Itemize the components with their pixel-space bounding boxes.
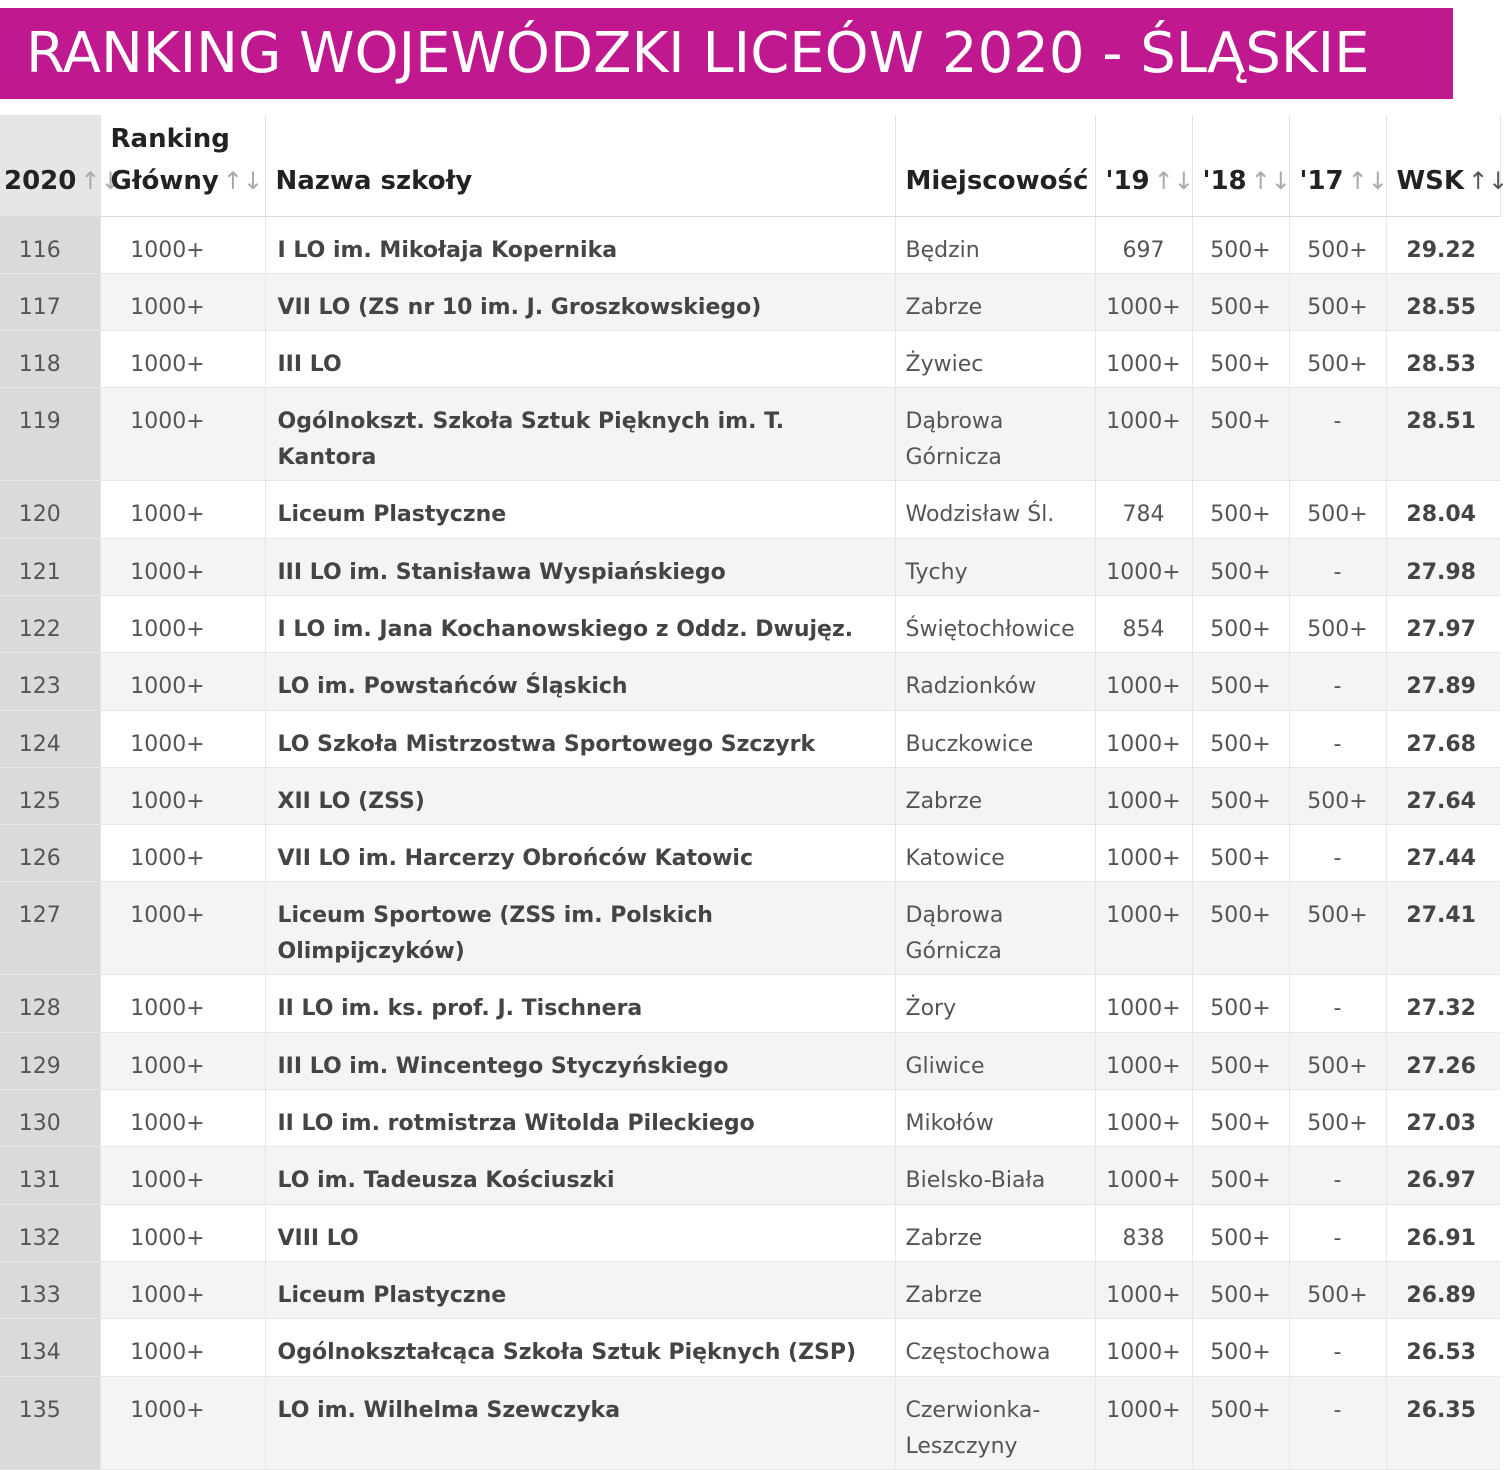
header-year-19[interactable] [1095, 115, 1192, 216]
rank-cell: 124 [0, 710, 100, 767]
table-row [0, 1204, 1500, 1261]
year-17-cell: - [1289, 388, 1386, 481]
rank-cell: 120 [0, 481, 100, 538]
main-rank-cell: 1000+ [100, 767, 265, 824]
year-17-cell: - [1289, 538, 1386, 595]
year-19-cell: 1000+ [1095, 825, 1192, 882]
year-19-cell: 1000+ [1095, 1147, 1192, 1204]
year-18-cell: 500+ [1192, 1261, 1289, 1318]
main-rank-cell: 1000+ [100, 882, 265, 975]
year-18-cell: 500+ [1192, 595, 1289, 652]
table-row [0, 331, 1500, 388]
year-17-cell: 500+ [1289, 1261, 1386, 1318]
header-label: Miejscowość [905, 165, 1089, 196]
year-17-cell: 500+ [1289, 1032, 1386, 1089]
header-school-name [265, 115, 895, 216]
year-19-cell: 1000+ [1095, 1090, 1192, 1147]
wsk-cell: 26.35 [1386, 1376, 1500, 1469]
wsk-cell: 28.04 [1386, 481, 1500, 538]
sort-icon[interactable]: ↑↓ [222, 166, 264, 195]
main-rank-cell: 1000+ [100, 1376, 265, 1469]
rank-cell: 132 [0, 1204, 100, 1261]
school-name-cell: LO im. Wilhelma Szewczyka [265, 1376, 895, 1469]
rank-cell: 122 [0, 595, 100, 652]
year-19-cell: 1000+ [1095, 1032, 1192, 1089]
table-row [0, 595, 1500, 652]
rank-cell: 121 [0, 538, 100, 595]
table-row [0, 975, 1500, 1032]
year-18-cell: 500+ [1192, 1147, 1289, 1204]
city-cell: Radzionków [895, 653, 1095, 710]
city-cell: Wodzisław Śl. [895, 481, 1095, 538]
header-city [895, 115, 1095, 216]
city-cell: Katowice [895, 825, 1095, 882]
main-rank-cell: 1000+ [100, 216, 265, 273]
header-label: Główny [110, 165, 219, 196]
rank-cell: 135 [0, 1376, 100, 1469]
main-rank-cell: 1000+ [100, 1147, 265, 1204]
year-18-cell: 500+ [1192, 882, 1289, 975]
main-rank-cell: 1000+ [100, 538, 265, 595]
year-18-cell: 500+ [1192, 1090, 1289, 1147]
wsk-cell: 27.97 [1386, 595, 1500, 652]
city-cell: Zabrze [895, 1261, 1095, 1318]
main-rank-cell: 1000+ [100, 481, 265, 538]
year-17-cell: - [1289, 975, 1386, 1032]
city-cell: Zabrze [895, 1204, 1095, 1261]
table-row [0, 825, 1500, 882]
table-row [0, 1376, 1500, 1469]
city-cell: Zabrze [895, 273, 1095, 330]
city-cell: Żywiec [895, 331, 1095, 388]
wsk-cell: 27.03 [1386, 1090, 1500, 1147]
year-19-cell: 784 [1095, 481, 1192, 538]
year-19-cell: 1000+ [1095, 538, 1192, 595]
year-19-cell: 1000+ [1095, 975, 1192, 1032]
page-title: RANKING WOJEWÓDZKI LICEÓW 2020 - ŚLĄSKIE [26, 21, 1370, 86]
sort-icon[interactable]: ↑↓ [1250, 166, 1291, 195]
year-19-cell: 1000+ [1095, 710, 1192, 767]
header-year-17[interactable] [1289, 115, 1386, 216]
header-label: '17 [1299, 165, 1344, 196]
wsk-cell: 26.91 [1386, 1204, 1500, 1261]
year-17-cell: - [1289, 710, 1386, 767]
header-ranking-glowny[interactable] [100, 115, 265, 216]
school-name-cell: LO Szkoła Mistrzostwa Sportowego Szczyrk [265, 710, 895, 767]
main-rank-cell: 1000+ [100, 595, 265, 652]
school-name-cell: II LO im. rotmistrza Witolda Pileckiego [265, 1090, 895, 1147]
school-name-cell: II LO im. ks. prof. J. Tischnera [265, 975, 895, 1032]
year-17-cell: - [1289, 825, 1386, 882]
main-rank-cell: 1000+ [100, 1319, 265, 1376]
main-rank-cell: 1000+ [100, 1090, 265, 1147]
school-name-cell: Ogólnokształcąca Szkoła Sztuk Pięknych (ZSP) [265, 1319, 895, 1376]
school-name-cell: III LO im. Wincentego Styczyńskiego [265, 1032, 895, 1089]
sort-icon[interactable]: ↑↓ [1153, 166, 1194, 195]
rank-cell: 117 [0, 273, 100, 330]
main-rank-cell: 1000+ [100, 388, 265, 481]
header-label: Nazwa szkoły [275, 165, 473, 196]
main-rank-cell: 1000+ [100, 1261, 265, 1318]
school-name-cell: XII LO (ZSS) [265, 767, 895, 824]
table-row [0, 1090, 1500, 1147]
city-cell: Dąbrowa Górnicza [895, 882, 1095, 975]
year-17-cell: - [1289, 1376, 1386, 1469]
table-body [0, 216, 1500, 1469]
year-18-cell: 500+ [1192, 1319, 1289, 1376]
main-rank-cell: 1000+ [100, 273, 265, 330]
table-row [0, 882, 1500, 975]
school-name-cell: VII LO im. Harcerzy Obrońców Katowic [265, 825, 895, 882]
header-wsk[interactable] [1386, 115, 1508, 216]
main-rank-cell: 1000+ [100, 653, 265, 710]
year-18-cell: 500+ [1192, 273, 1289, 330]
year-17-cell: 500+ [1289, 767, 1386, 824]
year-18-cell: 500+ [1192, 767, 1289, 824]
rank-cell: 125 [0, 767, 100, 824]
year-17-cell: 500+ [1289, 481, 1386, 538]
table-row [0, 273, 1500, 330]
rank-cell: 134 [0, 1319, 100, 1376]
wsk-cell: 29.22 [1386, 216, 1500, 273]
rank-cell: 128 [0, 975, 100, 1032]
year-19-cell: 1000+ [1095, 331, 1192, 388]
year-18-cell: 500+ [1192, 216, 1289, 273]
table-row [0, 1261, 1500, 1318]
year-18-cell: 500+ [1192, 653, 1289, 710]
year-17-cell: 500+ [1289, 331, 1386, 388]
main-rank-cell: 1000+ [100, 1032, 265, 1089]
main-rank-cell: 1000+ [100, 1204, 265, 1261]
school-name-cell: I LO im. Jana Kochanowskiego z Oddz. Dwujęz. [265, 595, 895, 652]
wsk-cell: 27.89 [1386, 653, 1500, 710]
year-19-cell: 1000+ [1095, 388, 1192, 481]
rank-cell: 130 [0, 1090, 100, 1147]
header-rank-2020[interactable] [0, 115, 121, 216]
school-name-cell: LO im. Tadeusza Kościuszki [265, 1147, 895, 1204]
year-17-cell: 500+ [1289, 216, 1386, 273]
rank-cell: 118 [0, 331, 100, 388]
year-19-cell: 1000+ [1095, 273, 1192, 330]
header-label: 2020 [4, 165, 77, 196]
city-cell: Bielsko-Biała [895, 1147, 1095, 1204]
main-rank-cell: 1000+ [100, 331, 265, 388]
sort-icon[interactable]: ↑↓ [1347, 166, 1388, 195]
year-18-cell: 500+ [1192, 1376, 1289, 1469]
header-label: Ranking [110, 123, 230, 154]
year-19-cell: 1000+ [1095, 653, 1192, 710]
wsk-cell: 27.41 [1386, 882, 1500, 975]
year-17-cell: - [1289, 653, 1386, 710]
table-row [0, 767, 1500, 824]
school-name-cell: VIII LO [265, 1204, 895, 1261]
sort-icon[interactable]: ↑↓ [80, 166, 121, 195]
rank-cell: 127 [0, 882, 100, 975]
year-19-cell: 1000+ [1095, 1319, 1192, 1376]
city-cell: Zabrze [895, 767, 1095, 824]
rank-cell: 131 [0, 1147, 100, 1204]
rank-cell: 133 [0, 1261, 100, 1318]
table-row [0, 481, 1500, 538]
year-17-cell: 500+ [1289, 1090, 1386, 1147]
wsk-cell: 27.98 [1386, 538, 1500, 595]
header-label: '19 [1105, 165, 1150, 196]
rank-cell: 119 [0, 388, 100, 481]
wsk-cell: 26.89 [1386, 1261, 1500, 1318]
table-row [0, 538, 1500, 595]
year-19-cell: 854 [1095, 595, 1192, 652]
table-row [0, 388, 1500, 481]
city-cell: Mikołów [895, 1090, 1095, 1147]
rank-cell: 116 [0, 216, 100, 273]
ranking-table [0, 115, 1508, 1470]
school-name-cell: Liceum Sportowe (ZSS im. Polskich Olimpijczyków) [265, 882, 895, 975]
year-17-cell: 500+ [1289, 595, 1386, 652]
table-header-row [0, 115, 1500, 216]
rank-cell: 129 [0, 1032, 100, 1089]
main-rank-cell: 1000+ [100, 825, 265, 882]
wsk-cell: 28.51 [1386, 388, 1500, 481]
wsk-cell: 27.44 [1386, 825, 1500, 882]
wsk-cell: 26.53 [1386, 1319, 1500, 1376]
year-18-cell: 500+ [1192, 1204, 1289, 1261]
school-name-cell: Liceum Plastyczne [265, 481, 895, 538]
city-cell: Będzin [895, 216, 1095, 273]
city-cell: Tychy [895, 538, 1095, 595]
header-label: '18 [1202, 165, 1247, 196]
wsk-cell: 27.64 [1386, 767, 1500, 824]
year-18-cell: 500+ [1192, 1032, 1289, 1089]
title-banner [0, 8, 1453, 99]
year-19-cell: 697 [1095, 216, 1192, 273]
table-row [0, 1032, 1500, 1089]
school-name-cell: Liceum Plastyczne [265, 1261, 895, 1318]
wsk-cell: 27.68 [1386, 710, 1500, 767]
wsk-cell: 27.26 [1386, 1032, 1500, 1089]
year-18-cell: 500+ [1192, 388, 1289, 481]
year-18-cell: 500+ [1192, 825, 1289, 882]
rank-cell: 123 [0, 653, 100, 710]
year-19-cell: 838 [1095, 1204, 1192, 1261]
year-19-cell: 1000+ [1095, 882, 1192, 975]
year-17-cell: - [1289, 1204, 1386, 1261]
wsk-cell: 27.32 [1386, 975, 1500, 1032]
table-row [0, 1147, 1500, 1204]
year-17-cell: - [1289, 1147, 1386, 1204]
header-label: WSK [1396, 165, 1465, 196]
school-name-cell: Ogólnokszt. Szkoła Sztuk Pięknych im. T. Kantora [265, 388, 895, 481]
year-19-cell: 1000+ [1095, 1376, 1192, 1469]
city-cell: Świętochłowice [895, 595, 1095, 652]
table-row [0, 710, 1500, 767]
year-17-cell: - [1289, 1319, 1386, 1376]
year-18-cell: 500+ [1192, 331, 1289, 388]
city-cell: Dąbrowa Górnicza [895, 388, 1095, 481]
year-18-cell: 500+ [1192, 481, 1289, 538]
header-year-18[interactable] [1192, 115, 1289, 216]
rank-cell: 126 [0, 825, 100, 882]
year-19-cell: 1000+ [1095, 767, 1192, 824]
city-cell: Buczkowice [895, 710, 1095, 767]
table-row [0, 216, 1500, 273]
sort-icon[interactable]: ↑↓ [1468, 166, 1508, 195]
wsk-cell: 26.97 [1386, 1147, 1500, 1204]
school-name-cell: VII LO (ZS nr 10 im. J. Groszkowskiego) [265, 273, 895, 330]
table-row [0, 1319, 1500, 1376]
city-cell: Gliwice [895, 1032, 1095, 1089]
school-name-cell: I LO im. Mikołaja Kopernika [265, 216, 895, 273]
wsk-cell: 28.53 [1386, 331, 1500, 388]
year-18-cell: 500+ [1192, 710, 1289, 767]
school-name-cell: III LO im. Stanisława Wyspiańskiego [265, 538, 895, 595]
city-cell: Czerwionka-Leszczyny [895, 1376, 1095, 1469]
main-rank-cell: 1000+ [100, 710, 265, 767]
year-19-cell: 1000+ [1095, 1261, 1192, 1318]
city-cell: Żory [895, 975, 1095, 1032]
year-18-cell: 500+ [1192, 538, 1289, 595]
city-cell: Częstochowa [895, 1319, 1095, 1376]
school-name-cell: III LO [265, 331, 895, 388]
year-18-cell: 500+ [1192, 975, 1289, 1032]
table-row [0, 653, 1500, 710]
year-17-cell: 500+ [1289, 882, 1386, 975]
main-rank-cell: 1000+ [100, 975, 265, 1032]
year-17-cell: 500+ [1289, 273, 1386, 330]
school-name-cell: LO im. Powstańców Śląskich [265, 653, 895, 710]
wsk-cell: 28.55 [1386, 273, 1500, 330]
